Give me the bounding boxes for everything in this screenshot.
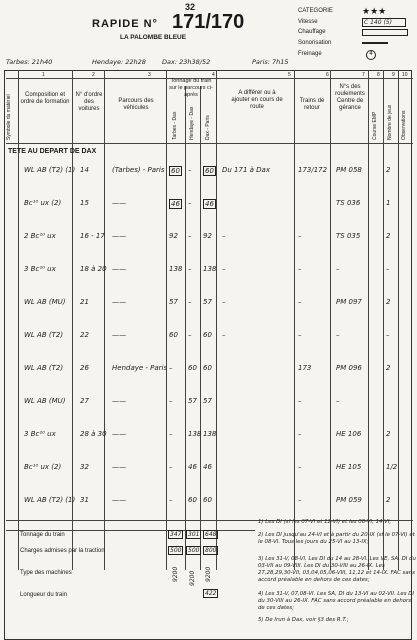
cell-ordre: 15 xyxy=(80,199,89,207)
cell-t2: – xyxy=(188,265,192,273)
cell-roulement: PM 058 xyxy=(336,166,362,174)
header-course-emp: Course EMP xyxy=(372,111,378,140)
charges-tarbes-dax: 500 xyxy=(170,547,182,554)
header-nombre-jeux: Nombre de jeux xyxy=(387,104,393,140)
cell-composition: 3 Bc¹⁰ ux xyxy=(24,265,56,273)
cell-t1: – xyxy=(169,430,173,438)
header-parcours: Parcours des véhicules xyxy=(118,98,154,111)
time-hendaye: Hendaye: 22h28 xyxy=(92,58,146,66)
cell-composition: WL AB (T2) (1) xyxy=(24,496,76,504)
cell-t2: – xyxy=(188,199,192,207)
charges-hendaye-dax: 500 xyxy=(188,547,200,554)
cell-parcours: —— xyxy=(112,430,126,438)
cell-retour: – xyxy=(298,265,302,273)
cell-jeux: 2 xyxy=(386,364,391,372)
cell-t3: 138 xyxy=(203,265,217,273)
cell-roulement: PM 096 xyxy=(336,364,362,372)
cell-t1: 60 xyxy=(169,331,178,339)
cell-t3: 46 xyxy=(205,200,214,208)
cell-t2: 60 xyxy=(188,496,197,504)
time-paris: Paris: 7h15 xyxy=(252,58,289,66)
tonnage-label: Tonnage du train xyxy=(20,532,65,538)
cell-composition: 3 Bc¹⁰ ux xyxy=(24,430,56,438)
table-row xyxy=(0,323,417,353)
cell-t2: – xyxy=(188,232,192,240)
cell-differer: – xyxy=(222,232,226,240)
cell-ordre: 14 xyxy=(80,166,89,174)
cell-retour: 173 xyxy=(298,364,312,372)
cell-parcours: —— xyxy=(112,199,126,207)
cell-t1: – xyxy=(169,496,173,504)
longueur-label: Longueur du train xyxy=(20,592,68,598)
cell-t3: 92 xyxy=(203,232,212,240)
time-tarbes: Tarbes: 21h40 xyxy=(6,58,53,66)
header-differer: A différer ou à ajouter en cours de route xyxy=(231,90,283,110)
cell-t1: 57 xyxy=(169,298,178,306)
cell-parcours: Hendaye - Paris xyxy=(112,364,168,372)
time-dax: Dax: 23h38/52 xyxy=(162,58,211,66)
header-tonnage-dax-paris: Dax - Paris xyxy=(205,115,211,140)
freinage-value: 4 xyxy=(366,50,376,60)
cell-roulement: HE 106 xyxy=(336,430,362,438)
col-number-4: 4 xyxy=(212,72,215,78)
vitesse-label: Vitesse xyxy=(298,19,318,25)
cell-t1: 46 xyxy=(171,200,180,208)
header-roulements: N°s des roulements Centre de gérance xyxy=(335,84,365,111)
cell-jeux: 2 xyxy=(386,166,391,174)
header-symbole: Symbole du matériel xyxy=(6,94,12,140)
machine-tarbes-dax: 9200 xyxy=(172,566,179,582)
machine-dax-paris: 9200 xyxy=(205,566,212,582)
cell-t3: 57 xyxy=(203,397,212,405)
col-number-3: 3 xyxy=(148,72,151,78)
cell-composition: WL AB (T2) xyxy=(24,331,64,339)
cell-differer: – xyxy=(222,331,226,339)
freinage-label: Freinage xyxy=(298,51,322,57)
cell-composition: 2 Bc¹⁰ ux xyxy=(24,232,56,240)
cell-jeux: 1/2 xyxy=(386,463,398,471)
cell-parcours: —— xyxy=(112,298,126,306)
cell-t1: – xyxy=(169,364,173,372)
cell-parcours: —— xyxy=(112,331,126,339)
cell-t1: 60 xyxy=(171,167,180,175)
vitesse-value: C 140 (5) xyxy=(362,18,406,27)
cell-ordre: 31 xyxy=(80,496,89,504)
cell-composition: Bc¹⁰ ux (2) xyxy=(24,199,62,207)
header-composition: Composition et ordre de formation xyxy=(20,92,70,105)
cell-composition: WL AB (MU) xyxy=(24,397,66,405)
page-number: 32 xyxy=(185,2,196,12)
cell-t2: – xyxy=(188,331,192,339)
note-3: 3) Les 31-V, 08-VI. Les DI du 14 au 28-VI. Les VE, SA, DI du 03-VII au 09-VIII. Les DI du 30-VIII au 26-IX. Les 27,28,29,30-VII, 03,04,05,06-VIII, 11,12 et 14-IX. FAC sans accord préalable en dehors de ces dates; xyxy=(258,556,416,583)
cell-parcours: —— xyxy=(112,496,126,504)
col-number-6: 6 xyxy=(326,72,329,78)
col-number-5: 5 xyxy=(288,72,291,78)
cell-roulement: – xyxy=(336,265,340,273)
cell-jeux: 1 xyxy=(386,199,391,207)
col-number-9: 9 xyxy=(392,72,395,78)
cell-t3: 60 xyxy=(203,331,212,339)
cell-roulement: PM 097 xyxy=(336,298,362,306)
charges-dax-paris: 800 xyxy=(205,547,217,554)
tonnage-tarbes-dax: 347 xyxy=(170,531,182,538)
cell-t1: 138 xyxy=(169,265,183,273)
cell-retour: – xyxy=(298,298,302,306)
cell-retour: – xyxy=(298,463,302,471)
cell-composition: Bc¹⁰ ux (2) xyxy=(24,463,62,471)
cell-roulement: PM 059 xyxy=(336,496,362,504)
cell-t3: 60 xyxy=(203,364,212,372)
col-number-7: 7 xyxy=(362,72,365,78)
note-4: 4) Les 31-V, 07,08-VI. Les SA, DI du 13-VI au 02-VII. Les DI du 30-VIII au 26-IX. FAC sans accord préalable en dehors de ces dates; xyxy=(258,591,414,611)
cell-jeux: 2 xyxy=(386,496,391,504)
longueur-value: 422 xyxy=(205,590,217,597)
cell-parcours: —— xyxy=(112,463,126,471)
cell-ordre: 22 xyxy=(80,331,89,339)
charges-label: Charges admises par la traction xyxy=(20,548,105,554)
train-numbers: 171/170 xyxy=(172,11,245,33)
cell-t1: – xyxy=(169,397,173,405)
header-tonnage: Tonnage du train sur le parcours ci-après xyxy=(169,78,213,98)
cell-roulement: TS 035 xyxy=(336,232,361,240)
cell-ordre: 27 xyxy=(80,397,89,405)
cell-t2: 138 xyxy=(188,430,202,438)
cell-ordre: 16 - 17 xyxy=(80,232,105,240)
cell-retour: – xyxy=(298,232,302,240)
cell-parcours: (Tarbes) - Paris xyxy=(112,166,165,174)
col-number-8: 8 xyxy=(377,72,380,78)
cell-ordre: 21 xyxy=(80,298,89,306)
table-row xyxy=(0,422,417,452)
categorie-stars: ★★★ xyxy=(362,6,387,16)
chauffage-label: Chauffage xyxy=(298,29,326,35)
col-number-10: 10 xyxy=(402,72,408,78)
header-observations: Observations xyxy=(401,110,407,140)
cell-composition: WL AB (T2) (1) xyxy=(24,166,76,174)
cell-t2: 46 xyxy=(188,463,197,471)
cell-ordre: 26 xyxy=(80,364,89,372)
cell-jeux: 2 xyxy=(386,430,391,438)
table-row xyxy=(0,158,417,188)
cell-t3: 57 xyxy=(203,298,212,306)
cell-t1: 92 xyxy=(169,232,178,240)
section-title: TETE AU DEPART DE DAX xyxy=(8,148,97,155)
machine-hendaye-dax: 9200 xyxy=(189,570,196,586)
cell-retour: – xyxy=(298,397,302,405)
table-row xyxy=(0,356,417,386)
cell-t2: 57 xyxy=(188,397,197,405)
cell-t3: 46 xyxy=(203,463,212,471)
note-2: 2) Les DI jusqu'au 24-VI et à partir du 20-IX (sf le 07-VI) et le 08-VI. Tous les jours du 25-VI au 13-IX; xyxy=(258,532,415,545)
cell-jeux: 2 xyxy=(386,232,391,240)
header-tonnage-hendaye-dax: Hendaye - Dax xyxy=(189,106,195,140)
header-ordre: N° d'ordre des voitures xyxy=(75,92,103,112)
cell-retour: – xyxy=(298,430,302,438)
sonorisation-mark xyxy=(362,42,388,44)
cell-ordre: 28 à 30 xyxy=(80,430,107,438)
cell-t3: 60 xyxy=(205,167,214,175)
cell-parcours: —— xyxy=(112,397,126,405)
cell-jeux: – xyxy=(386,265,390,273)
header-tonnage-tarbes-dax: Tarbes - Dax xyxy=(172,111,178,140)
table-row xyxy=(0,224,417,254)
note-5: 5) De Irun à Dax, voir §3 des R.T.; xyxy=(258,617,349,623)
cell-differer: – xyxy=(222,298,226,306)
cell-parcours: —— xyxy=(112,232,126,240)
cell-jeux: – xyxy=(386,331,390,339)
cell-ordre: 32 xyxy=(80,463,89,471)
cell-composition: WL AB (MU) xyxy=(24,298,66,306)
table-row xyxy=(0,290,417,320)
table-row xyxy=(0,389,417,419)
cell-differer: Du 171 à Dax xyxy=(222,166,270,174)
table-row xyxy=(0,488,417,518)
cell-roulement: – xyxy=(336,331,340,339)
cell-parcours: —— xyxy=(112,265,126,273)
col-number-2: 2 xyxy=(92,72,95,78)
cell-t3: 60 xyxy=(203,496,212,504)
tonnage-hendaye-dax: 301 xyxy=(188,531,200,538)
table-row xyxy=(0,257,417,287)
cell-retour: – xyxy=(298,331,302,339)
cell-t2: 60 xyxy=(188,364,197,372)
cell-composition: WL AB (T2) xyxy=(24,364,64,372)
cell-roulement: – xyxy=(336,397,340,405)
rapide-label: RAPIDE N° xyxy=(92,18,158,30)
cell-t3: 138 xyxy=(203,430,217,438)
table-row xyxy=(0,191,417,221)
cell-ordre: 18 à 20 xyxy=(80,265,107,273)
tonnage-dax-paris: 648 xyxy=(205,531,217,538)
cell-t1: – xyxy=(169,463,173,471)
note-1: 1) Les DI (sf les 07-VI et 12-VI) et les 08-VI, 14-VI; xyxy=(258,519,392,525)
cell-roulement: TS 036 xyxy=(336,199,361,207)
train-name: LA PALOMBE BLEUE xyxy=(120,34,187,41)
cell-t2: – xyxy=(188,298,192,306)
machines-label: Type des machines xyxy=(20,570,72,576)
cell-retour: 173/172 xyxy=(298,166,328,174)
cell-retour: – xyxy=(298,496,302,504)
cell-jeux: 2 xyxy=(386,298,391,306)
table-row xyxy=(0,455,417,485)
cell-differer: – xyxy=(222,265,226,273)
cell-roulement: HE 105 xyxy=(336,463,362,471)
categorie-label: CATEGORIE xyxy=(298,8,333,14)
header-trains-retour: Trains de retour xyxy=(299,98,325,111)
cell-t2: – xyxy=(188,166,192,174)
col-number-1: 1 xyxy=(42,72,45,78)
chauffage-box xyxy=(362,29,408,36)
sonorisation-label: Sonorisation xyxy=(298,40,332,46)
